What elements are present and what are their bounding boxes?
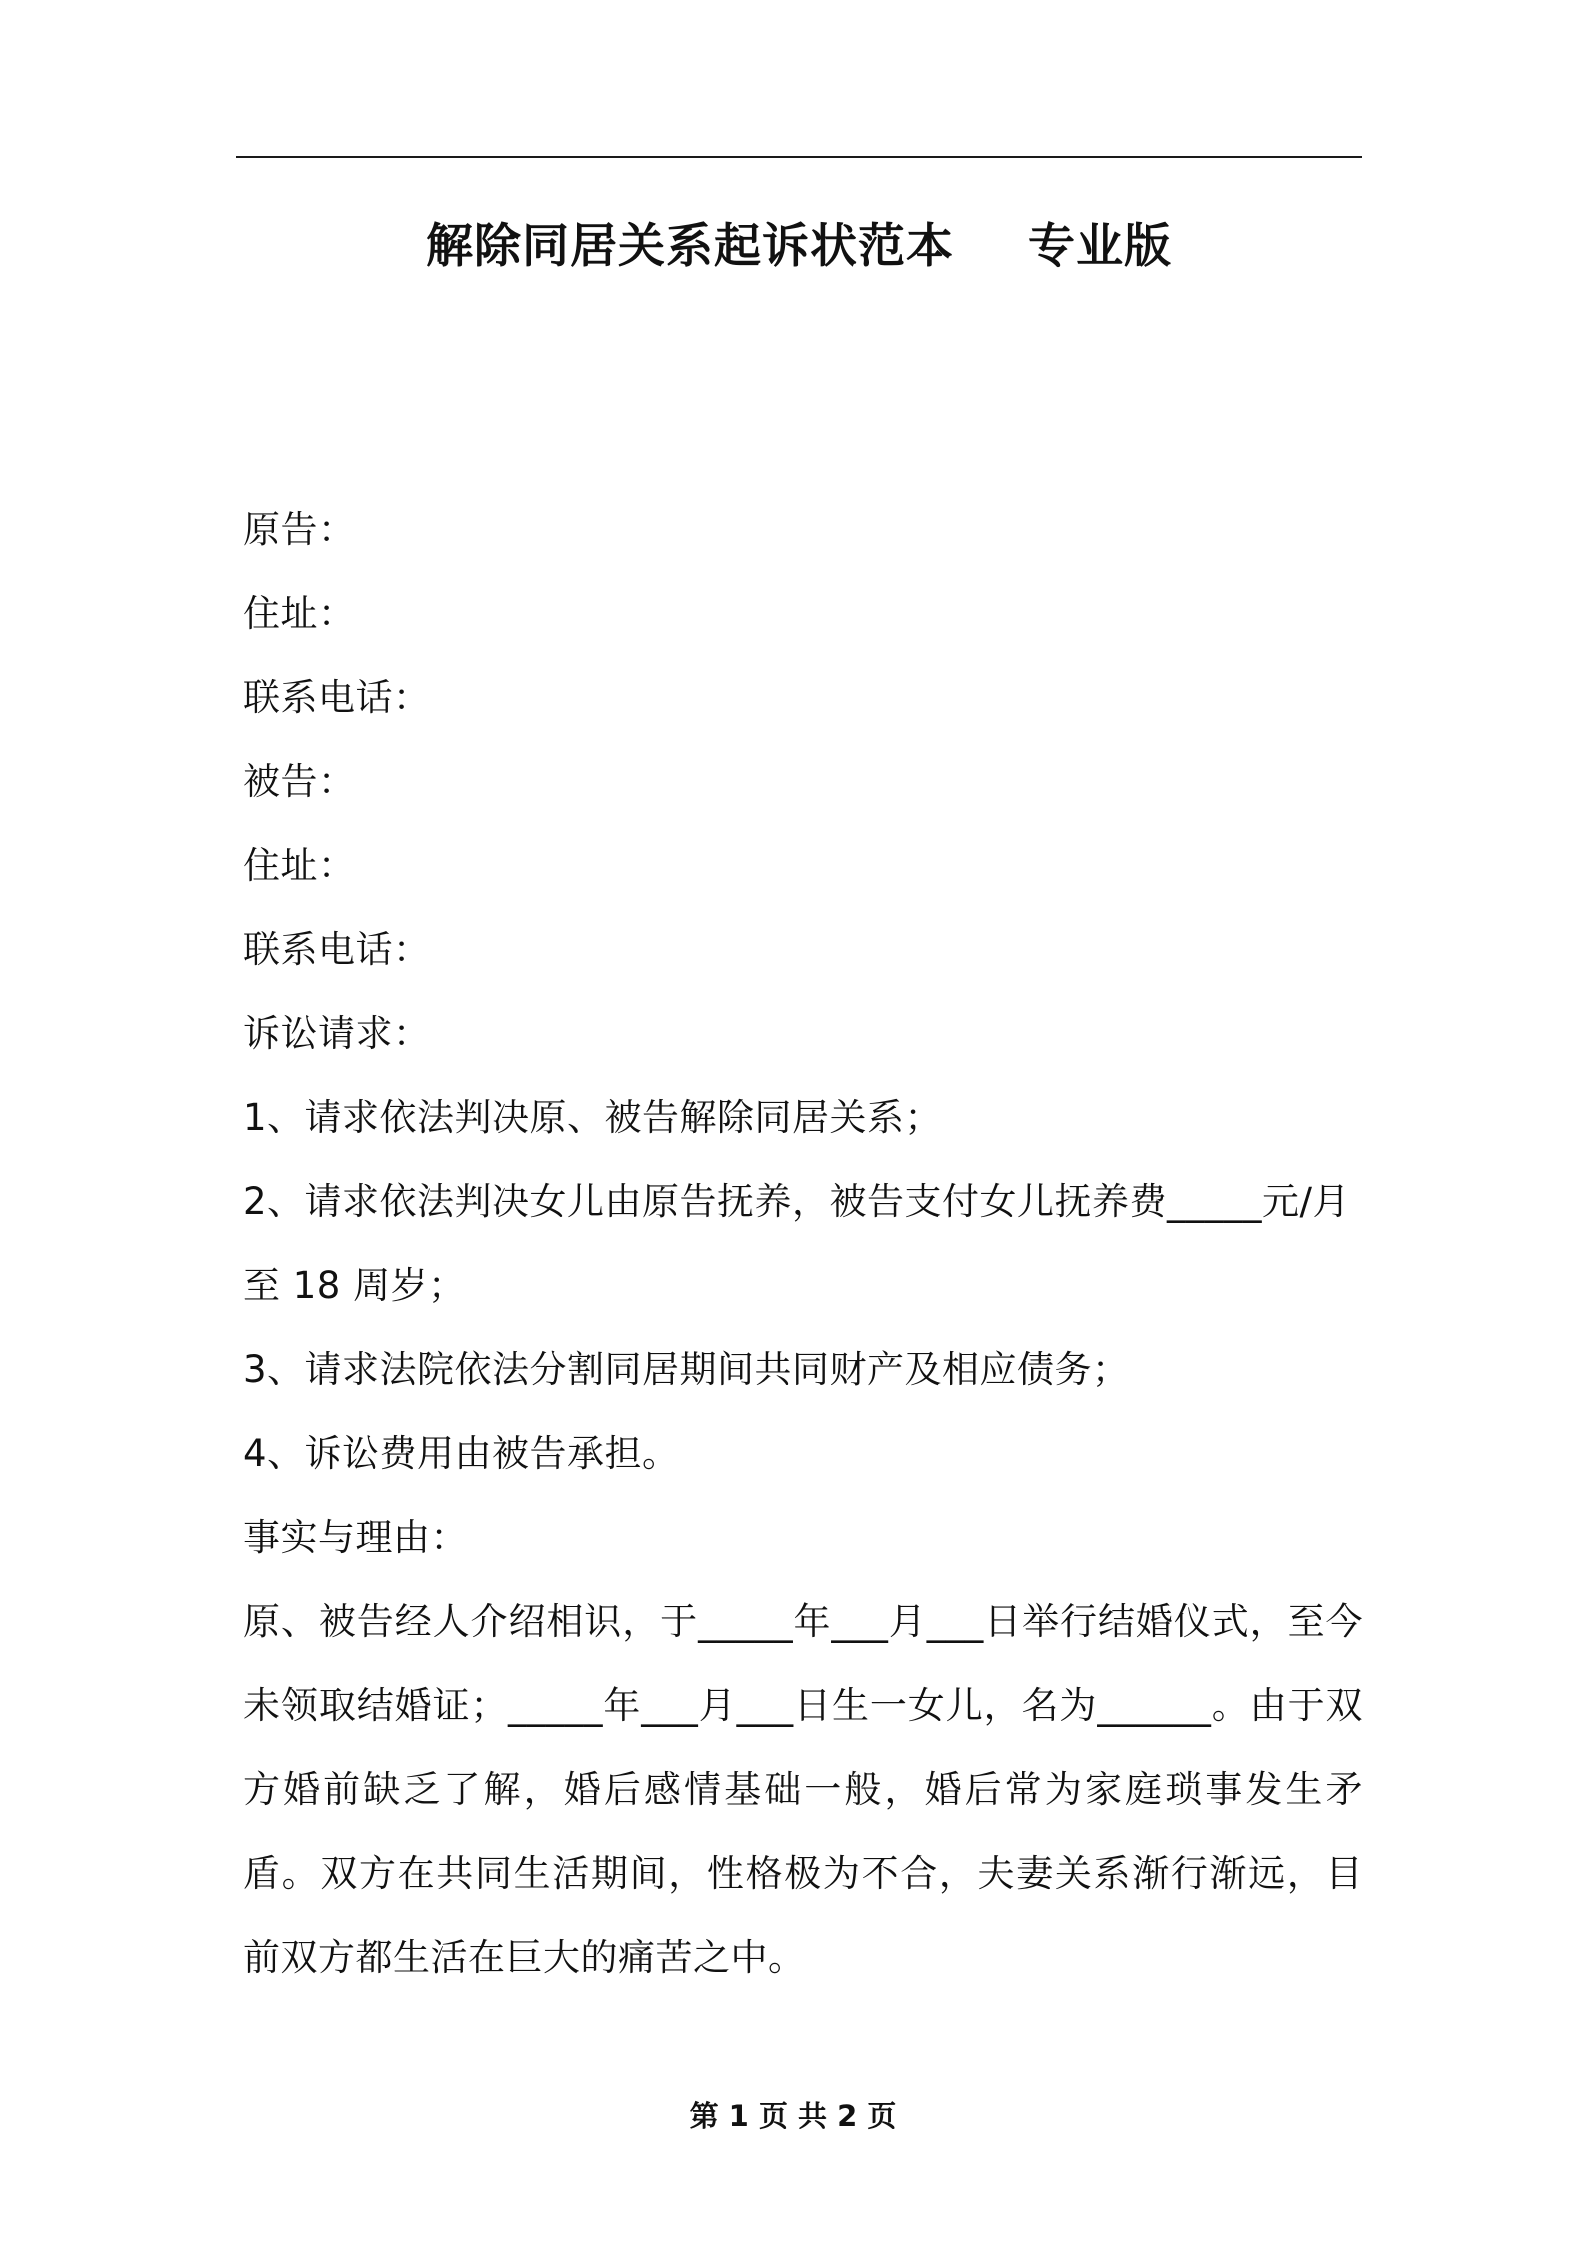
claim-item-1: 1、请求依法判决原、被告解除同居关系；	[243, 1096, 943, 1139]
claim-item-3: 3、请求法院依法分割同居期间共同财产及相应债务；	[243, 1348, 1130, 1391]
title-main: 解除同居关系起诉状范本	[426, 219, 954, 274]
defendant-label: 被告：	[243, 760, 356, 803]
header-rule	[236, 156, 1362, 158]
claim-item-2: 2、请求依法判决女儿由原告抚养，被告支付女儿抚养费_____元/月	[243, 1180, 1351, 1223]
claims-heading: 诉讼请求：	[243, 1012, 431, 1055]
plaintiff-phone-label: 联系电话：	[243, 676, 431, 719]
defendant-phone-label: 联系电话：	[243, 928, 431, 971]
plaintiff-label: 原告：	[243, 508, 356, 551]
page-title	[236, 212, 1362, 282]
page-footer: 第 1 页 共 2 页	[689, 2099, 897, 2133]
defendant-address-label: 住址：	[243, 844, 356, 887]
title-sub: 专业版	[1028, 219, 1172, 274]
facts-heading: 事实与理由：	[243, 1516, 468, 1559]
document-body	[243, 488, 1363, 2000]
facts-paragraph: 原、被告经人介绍相识，于_____年___月___日举行结婚仪式，至今未领取结婚证；_____年___月___日生一女儿，名为______。由于双方婚前缺乏了解，婚后感情基础一般，婚后常为家庭琐事发生矛盾。双方在共同生活期间，性格极为不合，夫妻关系渐行渐远，目前双方都生活在巨大的痛苦之中。	[243, 1600, 1363, 1979]
plaintiff-address-label: 住址：	[243, 592, 356, 635]
claim-item-4: 4、诉讼费用由被告承担。	[243, 1432, 680, 1475]
claim-item-2-continued: 至 18 周岁；	[243, 1264, 466, 1307]
